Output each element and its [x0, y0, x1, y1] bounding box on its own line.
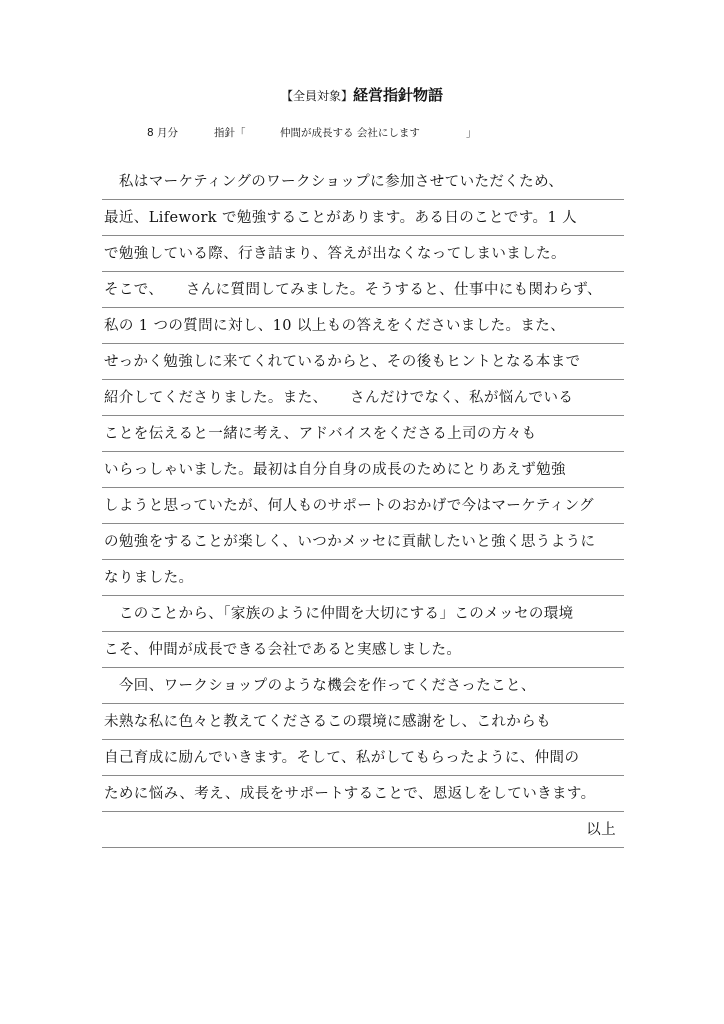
ruled-line — [102, 164, 624, 200]
body-line: ことを伝えると一緒に考え、アドバイスをくださる上司の方々も — [104, 426, 537, 442]
ruled-line — [102, 488, 624, 524]
ruled-line — [102, 416, 624, 452]
document-title — [0, 86, 724, 105]
ruled-line — [102, 596, 624, 632]
body-line: 紹介してくださりました。また、 さんだけでなく、私が悩んでいる — [104, 390, 574, 406]
essay-body — [102, 164, 624, 848]
ruled-line — [102, 776, 624, 812]
body-line: なりました。 — [104, 570, 194, 586]
policy-text: 仲間が成長する 会社にします — [280, 127, 420, 139]
ruled-line — [102, 632, 624, 668]
ruled-line — [102, 380, 624, 416]
ruled-line — [102, 272, 624, 308]
policy-close-bracket: 」 — [466, 127, 477, 139]
closing-text: 以上 — [586, 822, 616, 838]
body-line: ために悩み、考え、成長をサポートすることで、恩返しをしていきます。 — [104, 786, 596, 802]
ruled-line — [102, 308, 624, 344]
ruled-line — [102, 740, 624, 776]
ruled-line — [102, 344, 624, 380]
month-label: 8 月分 — [147, 127, 179, 139]
ruled-line — [102, 524, 624, 560]
body-line: このことから、「家族のように仲間を大切にする」このメッセの環境 — [104, 606, 574, 622]
body-line: せっかく勉強しに来てくれているからと、その後もヒントとなる本まで — [104, 354, 581, 370]
body-line: いらっしゃいました。最初は自分自身の成長のためにとりあえず勉強 — [104, 462, 566, 478]
ruled-line — [102, 452, 624, 488]
body-line: の勉強をすることが楽しく、いつかメッセに貢献したいと強く思うように — [104, 534, 596, 550]
body-line: 今回、ワークショップのような機会を作ってくださったこと、 — [104, 678, 536, 694]
policy-label: 指針「 — [214, 127, 246, 139]
policy-line — [0, 125, 724, 141]
body-line: で勉強している際、行き詰まり、答えが出なくなってしまいました。 — [104, 246, 566, 262]
ruled-line — [102, 668, 624, 704]
ruled-line — [102, 704, 624, 740]
body-line: 自己育成に励んでいきます。そして、私がしてもらったように、仲間の — [104, 750, 580, 766]
body-line: 未熟な私に色々と教えてくださるこの環境に感謝をし、これからも — [104, 714, 551, 730]
body-line: こそ、仲間が成長できる会社であると実感しました。 — [104, 642, 462, 658]
ruled-line — [102, 812, 624, 848]
body-line: 私はマーケティングのワークショップに参加させていただくため、 — [104, 174, 564, 190]
title-bracket-label: 【全員対象】 — [280, 89, 353, 103]
ruled-line — [102, 236, 624, 272]
ruled-line — [102, 200, 624, 236]
ruled-line — [102, 560, 624, 596]
body-line: そこで、 さんに質問してみました。そうすると、仕事中にも関わらず、 — [104, 282, 602, 298]
body-line: 私の 1 つの質問に対し、10 以上もの答えをくださいました。また、 — [104, 318, 566, 334]
title-main: 経営指針物語 — [353, 86, 444, 104]
body-line: 最近、Lifework で勉強することがあります。ある日のことです。1 人 — [104, 210, 577, 226]
body-line: しようと思っていたが、何人ものサポートのおかげで今はマーケティング — [104, 498, 594, 514]
